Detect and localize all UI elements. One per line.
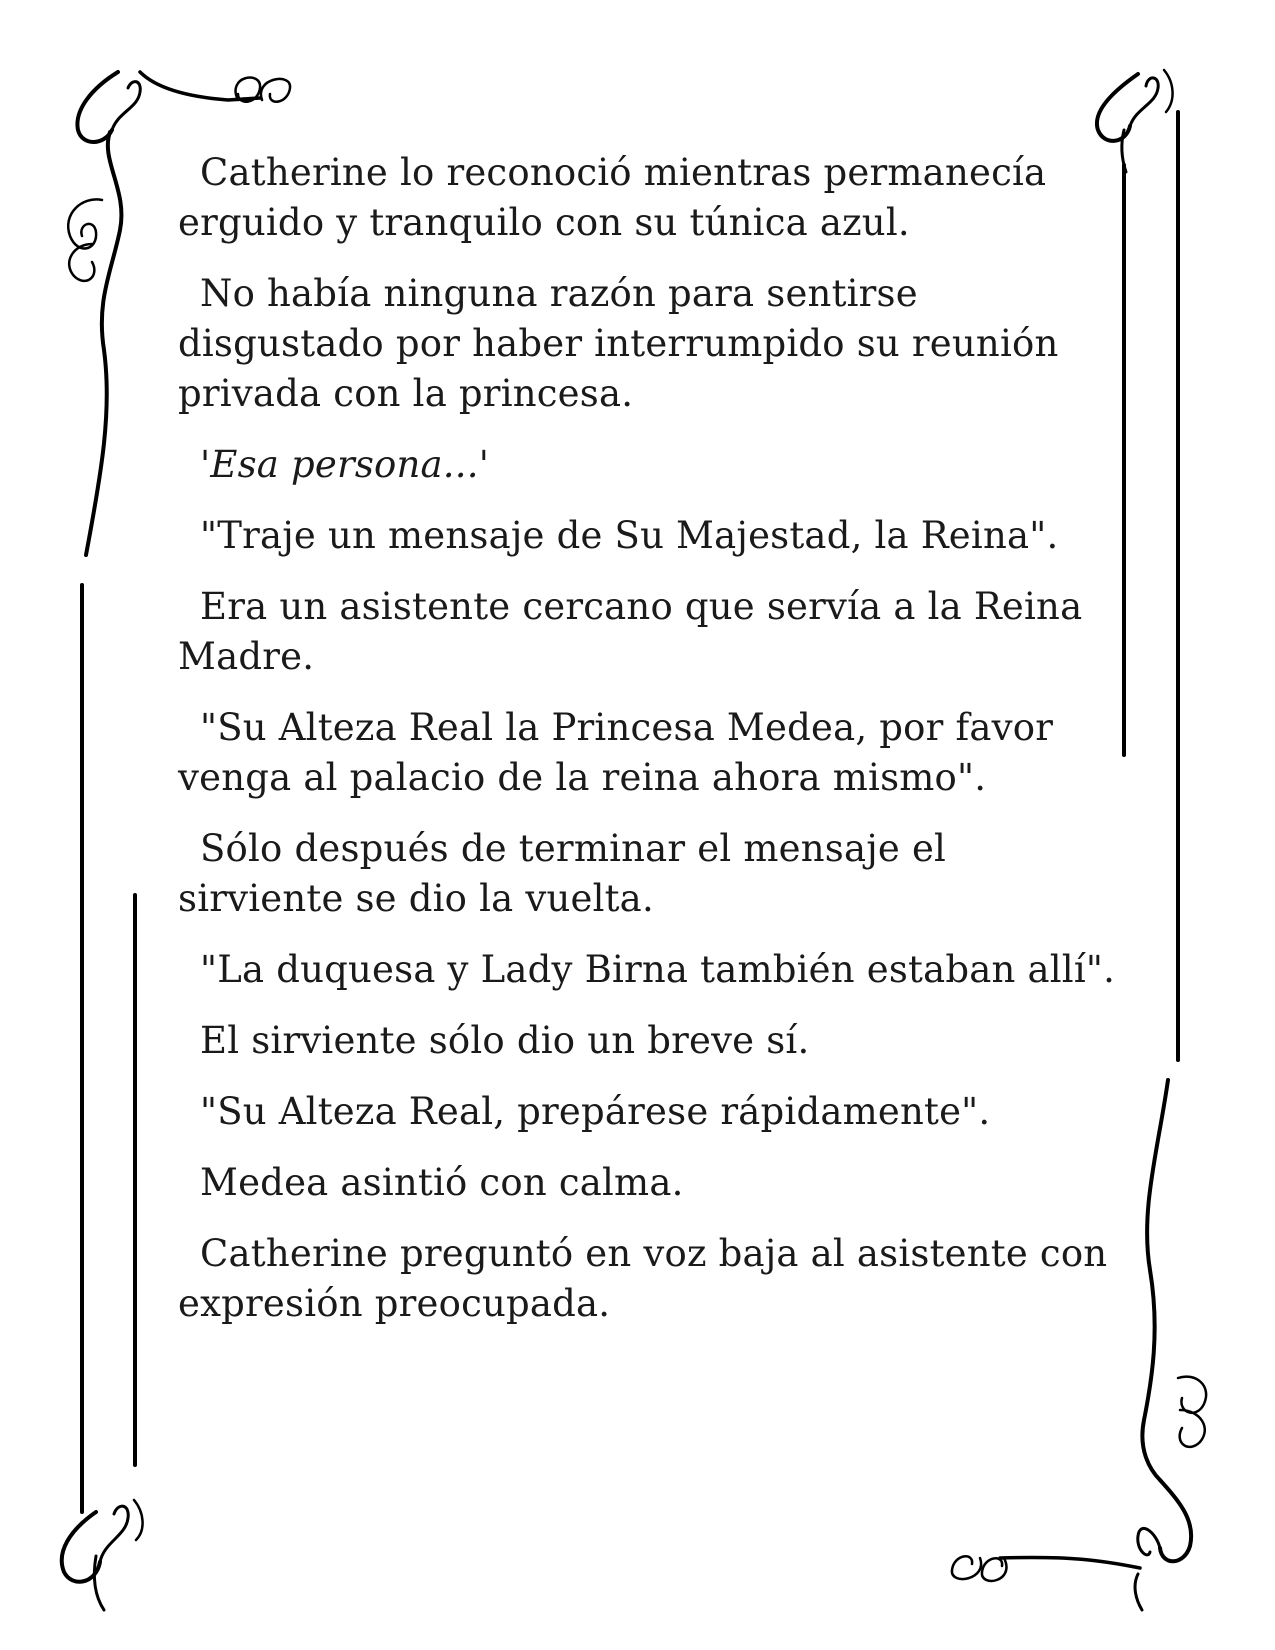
paragraph: Catherine lo reconoció mientras permanecía erguido y tranquilo con su túnica azul. [178,151,1047,244]
paragraph: Medea asintió con calma. [200,1161,684,1204]
paragraph: Era un asistente cercano que servía a la Reina Madre. [178,585,1083,678]
paragraph: Sólo después de terminar el mensaje el sirviente se dio la vuelta. [178,827,947,920]
paragraph: "Su Alteza Real, prepárese rápidamente". [200,1090,991,1133]
flourish-bottom-left [62,1500,143,1610]
paragraph-italic-thought: 'Esa persona...' [200,443,490,486]
paragraph: Catherine preguntó en voz baja al asistente con expresión preocupada. [178,1232,1108,1325]
paragraph: "Su Alteza Real la Princesa Medea, por favor venga al palacio de la reina ahora mismo". [178,706,1054,799]
paragraph: No había ninguna razón para sentirse disgustado por haber interrumpido su reunión privada con la princesa. [178,272,1059,415]
paragraph: "Traje un mensaje de Su Majestad, la Reina". [200,514,1059,557]
story-text [178,148,1118,1350]
paragraph: El sirviente sólo dio un breve sí. [200,1019,810,1062]
paragraph: "La duquesa y Lady Birna también estaban allí". [200,948,1116,991]
